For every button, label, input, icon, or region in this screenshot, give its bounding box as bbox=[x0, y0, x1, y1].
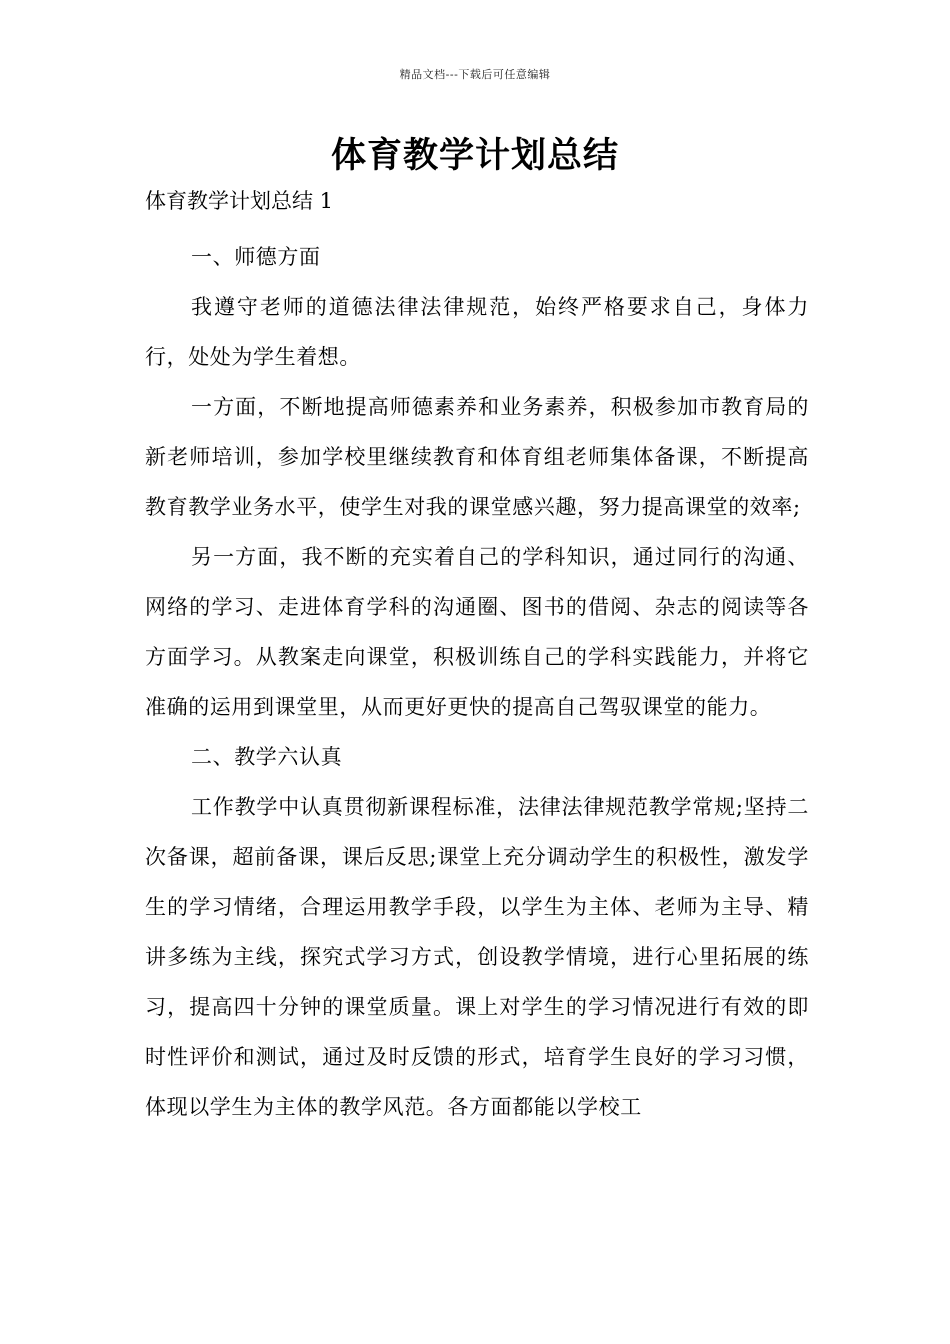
paragraph: 另一方面，我不断的充实着自己的学科知识，通过同行的沟通、网络的学习、走进体育学科的沟通圈、图书的借阅、杂志的阅读等各方面学习。从教案走向课堂，积极训练自己的学科实践能力，并将它准确的运用到课堂里，从而更好更快的提高自己驾驭课堂的能力。 bbox=[145, 545, 809, 719]
section-heading-ethics: 一、师德方面 bbox=[191, 245, 321, 269]
header-note: 精品文档---下载后可任意编辑 bbox=[399, 68, 551, 81]
section-heading-teaching: 二、教学六认真 bbox=[191, 745, 343, 769]
document-title: 体育教学计划总结 bbox=[330, 135, 619, 176]
paragraph: 一方面，不断地提高师德素养和业务素养，积极参加市教育局的新老师培训，参加学校里继续教育和体育组老师集体备课，不断提高教育教学业务水平，使学生对我的课堂感兴趣，努力提高课堂的效率; bbox=[145, 395, 809, 519]
document-subtitle: 体育教学计划总结 1 bbox=[145, 189, 334, 213]
paragraph: 我遵守老师的道德法律法律规范，始终严格要求自己，身体力行，处处为学生着想。 bbox=[145, 295, 809, 369]
document-body bbox=[145, 232, 809, 1132]
paragraph: 工作教学中认真贯彻新课程标准，法律法律规范教学常规;坚持二次备课，超前备课，课后反思;课堂上充分调动学生的积极性，激发学生的学习情绪，合理运用教学手段，以学生为主体、老师为主导、精讲多练为主线，探究式学习方式，创设教学情境，进行心里拓展的练习，提高四十分钟的课堂质量。课上对学生的学习情况进行有效的即时性评价和测试，通过及时反馈的形式，培育学生良好的学习习惯，体现以学生为主体的教学风范。各方面都能以学校工 bbox=[145, 795, 809, 1119]
